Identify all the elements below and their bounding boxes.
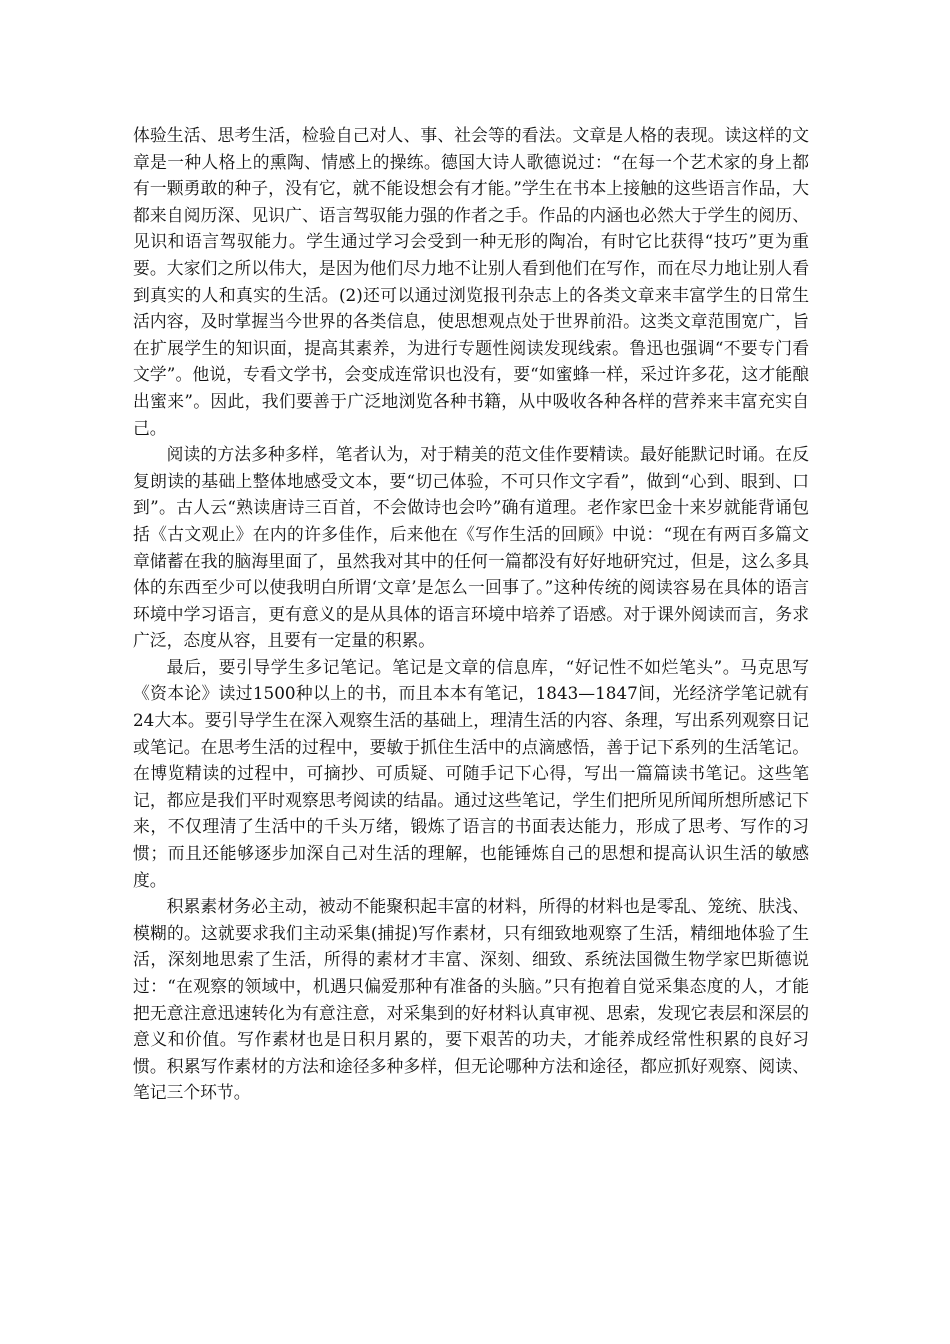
paragraph-4: 积累素材务必主动，被动不能聚积起丰富的材料，所得的材料也是零乱、笼统、肤浅、模糊的。这就要求我们主动采集(捕捉)写作素材，只有细致地观察了生活，精细地体验了生活，深刻地思索了生活，所得的素材才丰富、深刻、细致、系统法国微生物学家巴斯德说过：“在观察的领域中，机遇只偏爱那种有准备的头脑。”只有抱着自觉采集态度的人，才能把无意注意迅速转化为有意注意，对采集到的好材料认真审视、思索，发现它表层和深层的意义和价值。写作素材也是日积月累的，要下艰苦的功夫，才能养成经常性积累的良好习惯。积累写作素材的方法和途径多种多样，但无论哪种方法和途径，都应抓好观察、阅读、笔记三个环节。 xyxy=(133,896,809,1103)
paragraph-2: 阅读的方法多种多样，笔者认为，对于精美的范文佳作要精读。最好能默记时诵。在反复朗读的基础上整体地感受文本，要“切己体验，不可只作文字看”，做到“心到、眼到、口到”。古人云“熟读唐诗三百首，不会做诗也会吟”确有道理。老作家巴金十来岁就能背诵包括《古文观止》在内的许多佳作，后来他在《写作生活的回顾》中说：“现在有两百多篇文章储蓄在我的脑海里面了，虽然我对其中的任何一篇都没有好好地研究过，但是，这么多具体的东西至少可以使我明白所谓‘文章’是怎么一回事了。”这种传统的阅读容易在具体的语言环境中学习语言，更有意义的是从具体的语言环境中培养了语感。对于课外阅读而言，务求广泛，态度从容，且要有一定量的积累。 xyxy=(133,444,809,651)
document-body xyxy=(133,122,809,1106)
paragraph-1: 体验生活、思考生活，检验自己对人、事、社会等的看法。文章是人格的表现。读这样的文章是一种人格上的熏陶、情感上的操练。德国大诗人歌德说过：“在每一个艺术家的身上都有一颗勇敢的种子，没有它，就不能设想会有才能。”学生在书本上接触的这些语言作品，大都来自阅历深、见识广、语言驾驭能力强的作者之手。作品的内涵也必然大于学生的阅历、见识和语言驾驭能力。学生通过学习会受到一种无形的陶冶，有时它比获得“技巧”更为重要。大家们之所以伟大，是因为他们尽力地不让别人看到他们在写作，而在尽力地让别人看到真实的人和真实的生活。(2)还可以通过浏览报刊杂志上的各类文章来丰富学生的日常生活内容，及时掌握当今世界的各类信息，使思想观点处于世界前沿。这类文章范围宽广，旨在扩展学生的知识面，提高其素养，为进行专题性阅读发现线索。鲁迅也强调“不要专门看文学”。他说，专看文学书，会变成连常识也没有，要“如蜜蜂一样，采过许多花，这才能酿出蜜来”。因此，我们要善于广泛地浏览各种书籍，从中吸收各种各样的营养来丰富充实自己。 xyxy=(133,125,809,438)
paragraph-3: 最后，要引导学生多记笔记。笔记是文章的信息库，“好记性不如烂笔头”。马克思写《资本论》读过1500种以上的书，而且本本有笔记，1843—1847间，光经济学笔记就有24大本。要引导学生在深入观察生活的基础上，理清生活的内容、条理，写出系列观察日记或笔记。在思考生活的过程中，要敏于抓住生活中的点滴感悟，善于记下系列的生活笔记。在博览精读的过程中，可摘抄、可质疑、可随手记下心得，写出一篇篇读书笔记。这些笔记，都应是我们平时观察思考阅读的结晶。通过这些笔记，学生们把所见所闻所想所感记下来，不仅理清了生活中的千头万绪，锻炼了语言的书面表达能力，形成了思考、写作的习惯；而且还能够逐步加深自己对生活的理解，也能锤炼自己的思想和提高认识生活的敏感度。 xyxy=(133,656,809,890)
